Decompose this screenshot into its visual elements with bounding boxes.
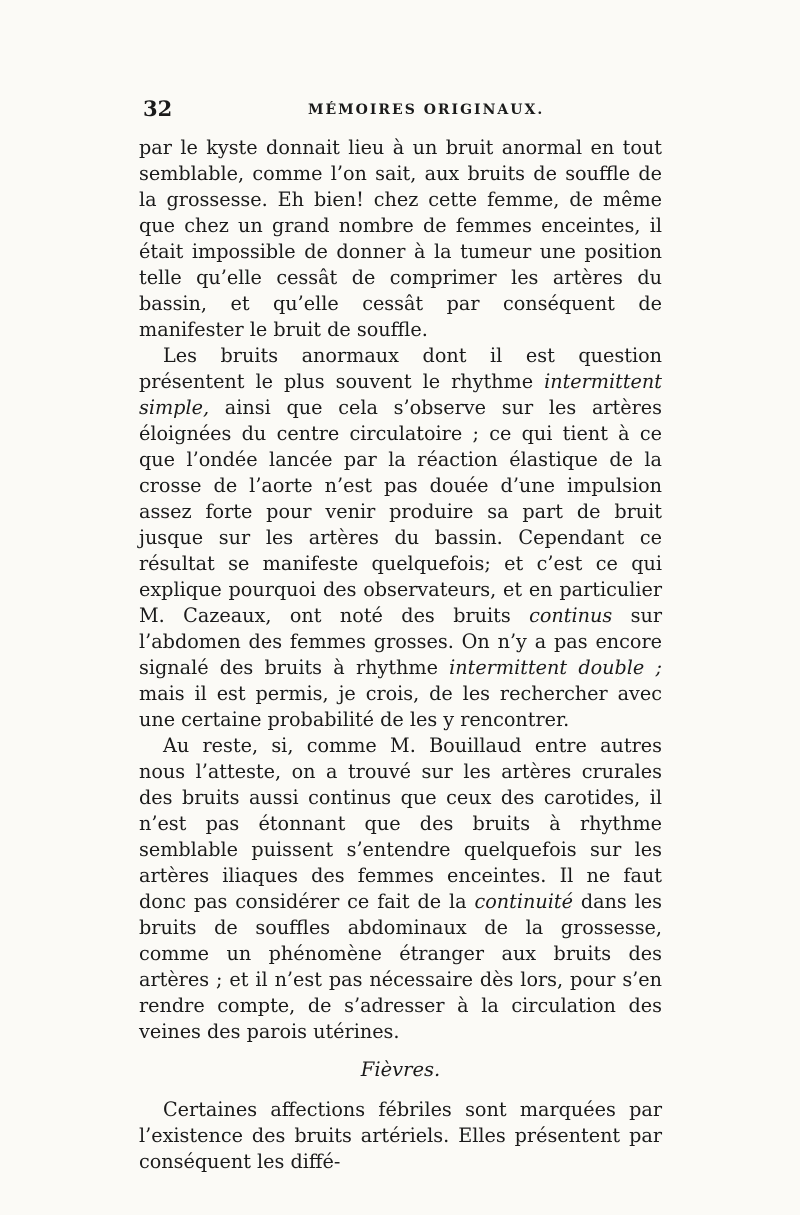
paragraph-text: Au reste, si, comme M. Bouillaud entre autres nous l’atteste, on a trouvé sur les artères crurales des bruits aussi continus que ceux des carotides, il n’est pas étonnant que des bruits à rhythme semblable puissent s’entendre quelquefois sur les artères iliaques des femmes enceintes. Il ne faut donc pas considérer ce fait de la [139,734,662,913]
paragraph [139,343,662,733]
italic-term: continus [529,604,613,627]
paragraph [139,1097,662,1175]
paragraph [139,733,662,1045]
running-title: MÉMOIRES ORIGINAUX. [308,102,545,118]
italic-term: continuité [474,890,573,913]
page-number: 32 [143,96,173,121]
page-header [143,96,663,126]
paragraph-text: Certaines affections fébriles sont marquées par l’existence des bruits artériels. Elles présentent par conséquent les diffé- [139,1098,662,1173]
paragraph-text: ainsi que cela s’observe sur les artères éloignées du centre circulatoire ; ce qui tient à ce que l’ondée lancée par la réaction élastique de la crosse de l’aorte n’est pas douée d’une impulsion assez forte pour venir produire sa part de bruit jusque sur les artères du bassin. Cependant ce résultat se manifeste quelquefois; et c’est ce qui explique pourquoi des observateurs, et en particulier M. Cazeaux, ont noté des bruits [139,396,662,627]
paragraph-text: Les bruits anormaux dont il est question présentent le plus souvent le rhythme [139,344,662,393]
section-title: Fièvres. [360,1058,441,1081]
paragraph-text: sur l’abdomen des femmes grosses. On n’y a pas encore signalé des bruits à rhythme [139,604,662,679]
italic-term: intermittent simple, [139,370,662,419]
paragraph-continued [139,135,662,343]
italic-term: intermittent double ; [449,656,662,679]
paragraph-text: mais il est permis, je crois, de les rechercher avec une certaine probabilité de les y rencontrer. [139,682,662,731]
paragraph-text: par le kyste donnait lieu à un bruit anormal en tout semblable, comme l’on sait, aux bruits de souffle de la grossesse. Eh bien! chez cette femme, de même que chez un grand nombre de femmes enceintes, il était impossible de donner à la tumeur une position telle qu’elle cessât de comprimer les artères du bassin, et qu’elle cessât par conséquent de manifester le bruit de souffle. [139,136,662,341]
paragraph-text: dans les bruits de souffles abdominaux de la grossesse, comme un phénomène étranger aux bruits des artères ; et il n’est pas nécessaire dès lors, pour s’en rendre compte, de s’adresser à la circulation des veines des parois utérines. [139,890,662,1043]
body-text [139,135,662,1175]
